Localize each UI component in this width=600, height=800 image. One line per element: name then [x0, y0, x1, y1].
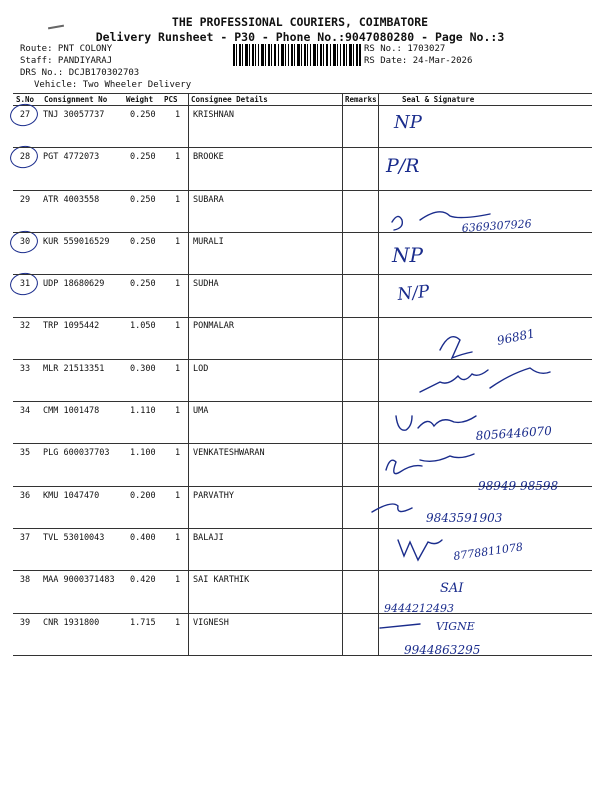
row-consignee: SAI KARTHIK — [193, 575, 250, 586]
drs-number: DRS No.: DCJB170302703 — [20, 68, 140, 78]
row-consignee: SUDHA — [193, 279, 219, 290]
col-pcs: PCS — [164, 95, 178, 104]
row-pcs: 1 — [175, 363, 181, 374]
row-weight: 0.250 — [130, 152, 156, 163]
row-consignment: KMU 1047470 — [43, 490, 100, 501]
row-pcs: 1 — [175, 110, 181, 120]
sig-vignesh-name: VIGNE — [436, 620, 475, 633]
row-sno: 39 — [19, 617, 31, 628]
row-sno: 28 — [19, 152, 31, 163]
col-sno: S.No — [16, 95, 35, 104]
ink-circle — [8, 144, 39, 171]
barcode — [233, 44, 361, 66]
ink-circle — [8, 102, 39, 129]
row-weight: 0.420 — [130, 575, 156, 586]
row-sno: 36 — [19, 490, 31, 501]
col-weight: Weight — [126, 95, 154, 104]
row-pcs: 1 — [175, 575, 181, 586]
table-row — [13, 105, 592, 147]
table-row — [13, 613, 592, 655]
row-consignee: UMA — [193, 406, 209, 417]
row-weight: 1.050 — [130, 321, 156, 332]
row-consignee: PARVATHY — [193, 490, 234, 501]
row-divider — [13, 443, 592, 444]
sig-krishnan: NP — [394, 112, 422, 133]
row-weight: 0.250 — [130, 236, 156, 247]
row-divider — [13, 317, 592, 318]
row-consignment: MLR 21513351 — [43, 363, 105, 374]
row-sno: 37 — [19, 532, 31, 543]
row-divider — [13, 274, 592, 275]
row-weight: 0.250 — [130, 279, 156, 290]
row-consignment: TRP 1095442 — [43, 321, 100, 332]
table-row — [13, 570, 592, 612]
table-row — [13, 401, 592, 443]
sig-vignesh-phone: 9944863295 — [404, 643, 481, 657]
table-row — [13, 274, 592, 316]
row-consignment: ATR 4003558 — [43, 194, 100, 205]
company-title: THE PROFESSIONAL COURIERS, COIMBATORE — [171, 15, 429, 29]
route-label: Route: PNT COLONY — [20, 44, 113, 54]
row-consignment: KUR 559016529 — [43, 236, 110, 247]
row-sno: 34 — [19, 406, 31, 417]
row-consignee: MURALI — [193, 236, 224, 247]
row-weight: 1.715 — [130, 617, 156, 628]
row-divider — [13, 486, 592, 487]
row-pcs: 1 — [175, 448, 181, 459]
table-bottom-border — [13, 655, 592, 656]
col-seal: Seal & Signature — [402, 95, 475, 104]
sig-venkateshwaran-phone: 98949 98598 — [478, 479, 559, 493]
row-sno: 27 — [19, 110, 31, 120]
row-consignee: KRISHNAN — [193, 110, 234, 120]
table-row — [13, 528, 592, 570]
sig-murali: NP — [392, 243, 423, 267]
row-weight: 0.300 — [130, 363, 156, 374]
row-weight: 1.100 — [130, 448, 156, 459]
row-consignment: UDP 18680629 — [43, 279, 105, 290]
table-row — [13, 443, 592, 485]
table-row — [13, 316, 592, 358]
row-divider — [13, 570, 592, 571]
runsheet-rows — [13, 105, 592, 655]
row-sno: 35 — [19, 448, 31, 459]
table-row — [13, 147, 592, 189]
row-consignment: MAA 9000371483 — [43, 575, 115, 586]
sig-uma-phone: 8056446070 — [475, 423, 553, 443]
sig-ponmalar-phone: 96881 — [495, 326, 536, 348]
row-sno: 38 — [19, 575, 31, 586]
table-header — [13, 93, 592, 105]
row-weight: 0.250 — [130, 194, 156, 205]
row-pcs: 1 — [175, 236, 181, 247]
row-sno: 30 — [19, 236, 31, 247]
col-remarks: Remarks — [345, 95, 377, 104]
sig-sai-name: SAI — [440, 581, 464, 596]
table-row — [13, 486, 592, 528]
row-sno: 31 — [19, 279, 31, 290]
row-divider — [13, 190, 592, 191]
row-consignee: SUBARA — [193, 194, 224, 205]
row-pcs: 1 — [175, 194, 181, 205]
sig-brooke: P/R — [386, 155, 420, 177]
row-consignment: CNR 1931800 — [43, 617, 100, 628]
row-divider — [13, 147, 592, 148]
table-row — [13, 359, 592, 401]
row-sno: 29 — [19, 194, 31, 205]
row-pcs: 1 — [175, 532, 181, 543]
row-consignee: VIGNESH — [193, 617, 229, 628]
sig-subara-phone: 6369307926 — [461, 217, 533, 235]
row-consignment: CMM 1001478 — [43, 406, 100, 417]
row-pcs: 1 — [175, 406, 181, 417]
table-row — [13, 232, 592, 274]
rs-date: RS Date: 24-Mar-2026 — [364, 56, 473, 66]
row-divider — [13, 528, 592, 529]
vehicle-label: Vehicle: Two Wheeler Delivery — [34, 80, 192, 90]
col-consignee: Consignee Details — [191, 95, 268, 104]
row-consignee: VENKATESHWARAN — [193, 448, 265, 459]
row-sno: 32 — [19, 321, 31, 332]
row-weight: 1.110 — [130, 406, 156, 417]
col-consignment: Consignment No — [44, 95, 108, 104]
row-sno: 33 — [19, 363, 31, 374]
sig-sai-phone: 9444212493 — [384, 602, 454, 615]
rs-number: RS No.: 1703027 — [364, 44, 446, 54]
row-divider — [13, 401, 592, 402]
row-consignee: LOD — [193, 363, 209, 374]
staff-label: Staff: PANDIYARAJ — [20, 56, 113, 66]
row-pcs: 1 — [175, 321, 181, 332]
sig-parvathy-phone: 9843591903 — [426, 511, 503, 525]
row-pcs: 1 — [175, 152, 181, 163]
row-pcs: 1 — [175, 617, 181, 628]
row-pcs: 1 — [175, 279, 181, 290]
row-weight: 0.250 — [130, 110, 156, 120]
row-weight: 0.400 — [130, 532, 156, 543]
row-consignment: TNJ 30057737 — [43, 110, 105, 120]
row-consignee: PONMALAR — [193, 321, 234, 332]
row-divider — [13, 232, 592, 233]
sig-sudha: N/P — [396, 281, 431, 305]
table-row — [13, 190, 592, 232]
runsheet-subtitle: Delivery Runsheet - P30 - Phone No.:9047080280 - Page No.:3 — [95, 30, 505, 44]
sig-balaji-phone: 8778811078 — [452, 540, 524, 563]
row-consignee: BALAJI — [193, 532, 224, 543]
row-consignment: TVL 53010043 — [43, 532, 105, 543]
row-consignee: BROOKE — [193, 152, 224, 163]
row-divider — [13, 613, 592, 614]
row-consignment: PGT 4772073 — [43, 152, 100, 163]
row-consignment: PLG 600037703 — [43, 448, 110, 459]
row-weight: 0.200 — [130, 490, 156, 501]
row-divider — [13, 359, 592, 360]
row-pcs: 1 — [175, 490, 181, 501]
